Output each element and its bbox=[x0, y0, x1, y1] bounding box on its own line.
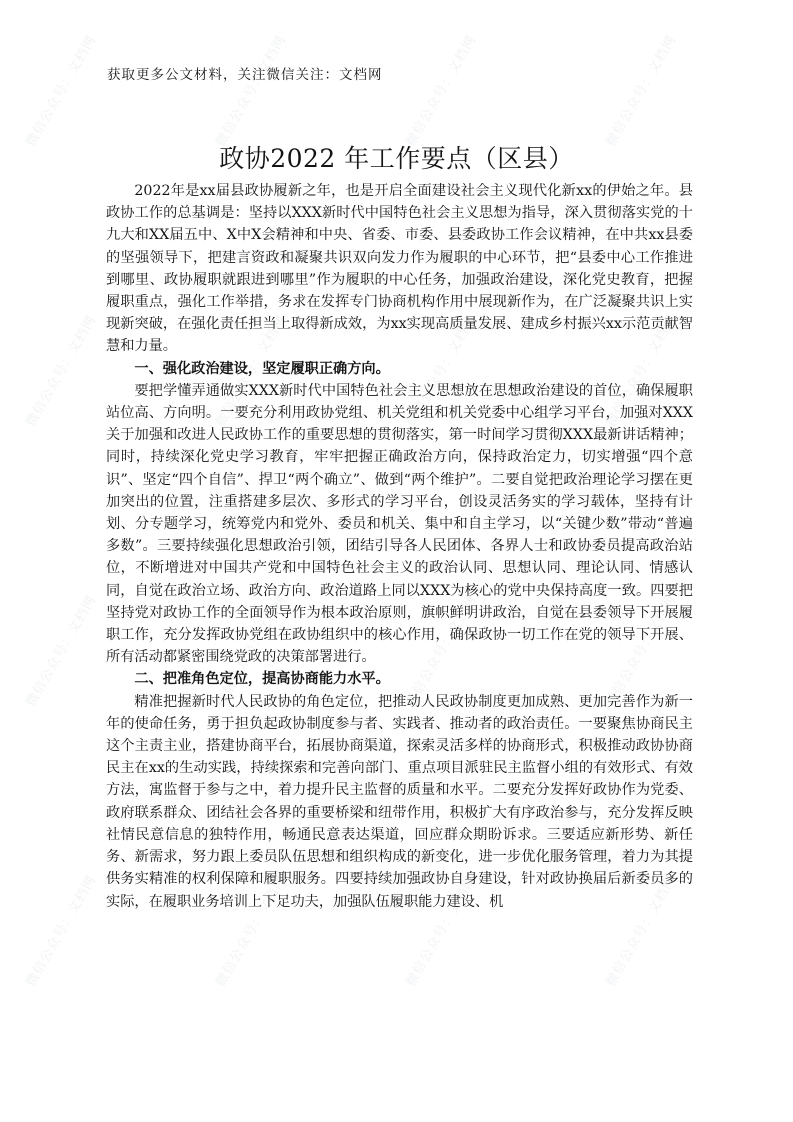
watermark-text: 微信公众号：文档网 bbox=[603, 312, 680, 430]
watermark-text: 微信公众号：文档网 bbox=[23, 872, 100, 990]
watermark-text: 微信公众号：文档网 bbox=[213, 872, 290, 990]
watermark-text: 微信公众号：文档网 bbox=[403, 32, 480, 150]
section-1-paragraph: 要把学懂弄通做实XXX新时代中国特色社会主义思想放在思想政治建设的首位，确保履职站位高、方向明。一要充分利用政协党组、机关党组和机关党委中心组学习平台，加强对XXX关于加强和改进人民政协工作的重要思想的贯彻落实，第一时间学习贯彻XXX最新讲话精神；同时，持续深化党史学习教育，牢牢把握正确政治方向，保持政治定力，切实增强“四个意识”、坚定“四个自信”、捍卫“两个确立”、做到“两个维护”。二要自觉把政治理论学习摆在更加突出的位置，注重搭建多层次、多形式的学习平台，创设灵活务实的学习载体，坚持有计划、分专题学习，统筹党内和党外、委员和机关、集中和自主学习，以“关键少数”带动“普遍多数”。三要持续强化思想政治引领，团结引导各人民团体、各界人士和政协委员提高政治站位，不断增进对中国共产党和中国特色社会主义的政治认同、思想认同、理论认同、情感认同，自觉在政治立场、政治方向、政治道路上同以XXX为核心的党中央保持高度一致。四要把坚持党对政协工作的全面领导作为根本政治原则，旗帜鲜明讲政治，自觉在县委领导下开展履职工作，充分发挥政协党组在政协组织中的核心作用，确保政协一切工作在党的领导下开展、所有活动都紧密围绕党政的决策部署进行。 bbox=[106, 382, 693, 666]
watermark-text: 微信公众号：文档网 bbox=[23, 592, 100, 710]
watermark-text: 微信公众号：文档网 bbox=[603, 592, 680, 710]
watermark-text: 微信公众号：文档网 bbox=[403, 872, 480, 990]
watermark-text: 微信公众号：文档网 bbox=[213, 592, 290, 710]
watermark-text: 微信公众号：文档网 bbox=[23, 312, 100, 430]
intro-paragraph: 2022年是xx届县政协履新之年，也是开启全面建设社会主义现代化新xx的伊始之年。县政协工作的总基调是：坚持以XXX新时代中国特色社会主义思想为指导，深入贯彻落实党的十九大和XX届五中、X中X会精神和中央、省委、市委、县委政协工作会议精神，在中共xx县委的坚强领导下，把建言资政和凝聚共识双向发力作为履职的中心环节，把“县委中心工作推进到哪里、政协履职就跟进到哪里”作为履职的中心任务，加强政治建设，深化党史教育，把握履职重点，强化工作举措，务求在发挥专门协商机构作用中展现新作为，在广泛凝聚共识上实现新突破，在强化责任担当上取得新成效，为xx实现高质量发展、建成乡村振兴xx示范贡献智慧和力量。 bbox=[106, 183, 693, 355]
document-title: 政协2022 年工作要点（区县） bbox=[219, 144, 574, 173]
header-note: 获取更多公文材料，关注微信关注：文档网 bbox=[107, 67, 383, 83]
watermark-text: 微信公众号：文档网 bbox=[603, 872, 680, 990]
watermark-text: 微信公众号：文档网 bbox=[403, 312, 480, 430]
watermark-text: 微信公众号：文档网 bbox=[603, 32, 680, 150]
section-heading-1: 一、强化政治建设，坚定履职正确方向。 bbox=[134, 360, 390, 377]
section-2-paragraph: 精准把握新时代人民政协的角色定位，把推动人民政协制度更加成熟、更加完善作为新一年的使命任务，勇于担负起政协制度参与者、实践者、推动者的政治责任。一要聚焦协商民主这个主责主业，搭建协商平台，拓展协商渠道，探索灵活多样的协商形式，积极推动政协协商民主在xx的生动实践，持续探索和完善向部门、重点项目派驻民主监督小组的有效形式、有效方法，寓监督于参与之中，着力提升民主监督的质量和水平。二要充分发挥好政协作为党委、政府联系群众、团结社会各界的重要桥梁和纽带作用，积极扩大有序政治参与，充分发挥反映社情民意信息的独特作用，畅通民意表达渠道，回应群众期盼诉求。三要适应新形势、新任务、新需求，努力跟上委员队伍思想和组织构成的新变化，进一步优化服务管理，着力为其提供务实精准的权利保障和履职服务。四要持续加强政协自身建设，针对政协换届后新委员多的实际，在履职业务培训上下足功夫，加强队伍履职能力建设、机 bbox=[106, 693, 693, 910]
section-heading-2: 二、把准角色定位，提高协商能力水平。 bbox=[134, 671, 390, 688]
watermark-text: 微信公众号：文档网 bbox=[213, 32, 290, 150]
watermark-text: 微信公众号：文档网 bbox=[213, 312, 290, 430]
watermark-text: 微信公众号：文档网 bbox=[23, 32, 100, 150]
document-body bbox=[106, 180, 693, 913]
watermark-text: 微信公众号：文档网 bbox=[403, 592, 480, 710]
